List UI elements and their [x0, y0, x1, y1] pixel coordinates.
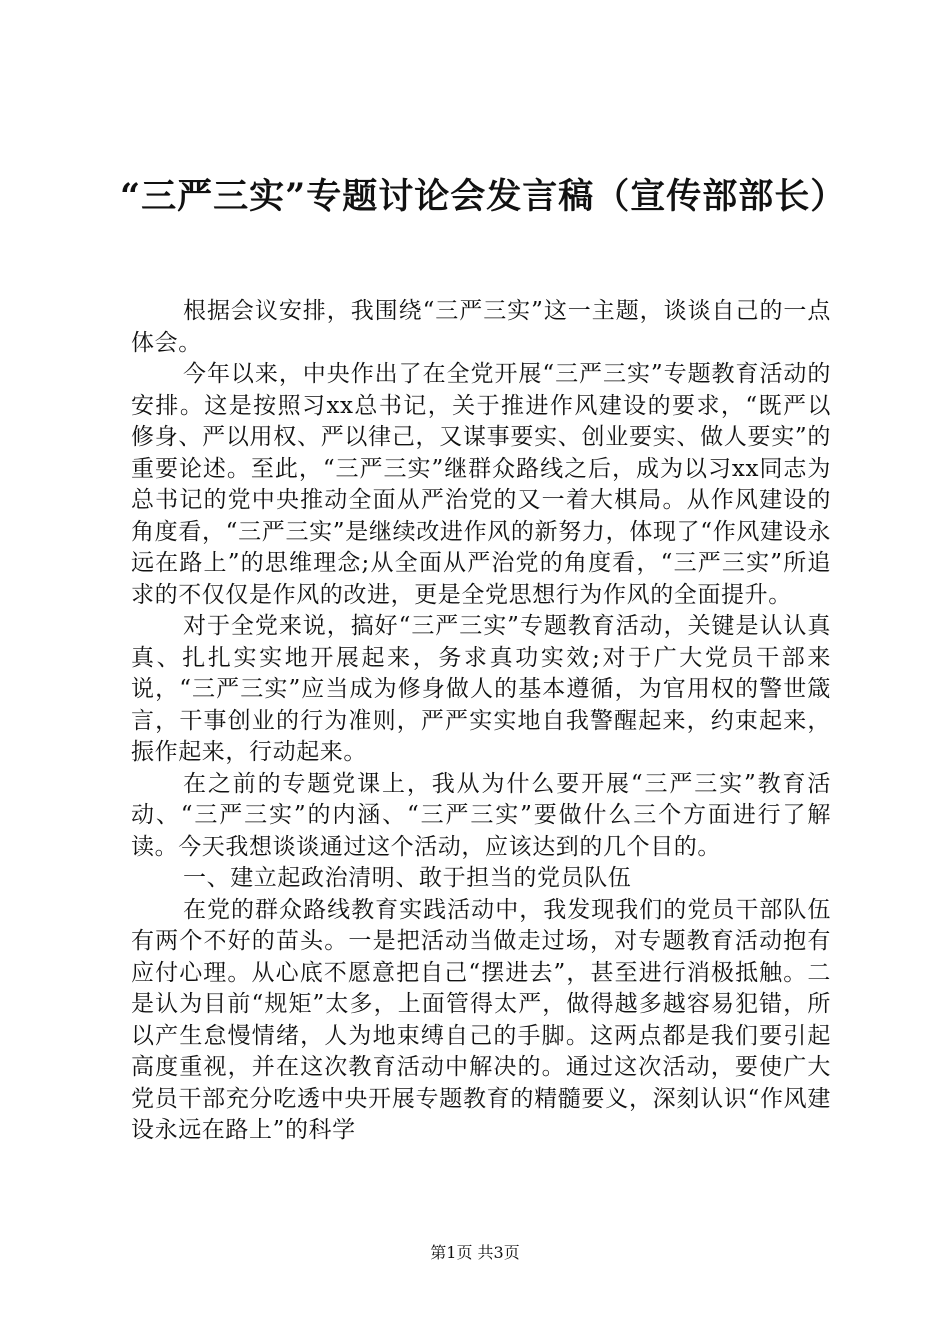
- document-body: [131, 296, 831, 1147]
- paragraph-background: 今年以来，中央作出了在全党开展“三严三实”专题教育活动的安排。这是按照习xx总书记，关于推进作风建设的要求，“既严以修身、严以用权、严以律己，又谋事要实、创业要实、做人要实”的重要论述。至此，“三严三实”继群众路线之后，成为以习xx同志为总书记的党中央推动全面从严治党的又一着大棋局。从作风建设的角度看，“三严三实”是继续改进作风的新努力，体现了“作风建设永远在路上”的思维理念;从全面从严治党的角度看，“三严三实”所追求的不仅仅是作风的改进，更是全党思想行为作风的全面提升。: [131, 361, 831, 608]
- paragraph-purpose: 在之前的专题党课上，我从为什么要开展“三严三实”教育活动、“三严三实”的内涵、“三严三实”要做什么三个方面进行了解读。今天我想谈谈通过这个活动，应该达到的几个目的。: [131, 770, 831, 860]
- paragraph-significance: 对于全党来说，搞好“三严三实”专题教育活动，关键是认认真真、扎扎实实地开展起来，务求真功实效;对于广大党员干部来说，“三严三实”应当成为修身做人的基本遵循，为官用权的警世箴言，干事创业的行为准则，严严实实地自我警醒起来，约束起来，振作起来，行动起来。: [131, 613, 831, 765]
- paragraph-section-1: 在党的群众路线教育实践活动中，我发现我们的党员干部队伍有两个不好的苗头。一是把活动当做走过场，对专题教育活动抱有应付心理。从心底不愿意把自己“摆进去”，甚至进行消极抵触。二是认为目前“规矩”太多，上面管得太严，做得越多越容易犯错，所以产生怠慢情绪，人为地束缚自己的手脚。这两点都是我们要引起高度重视，并在这次教育活动中解决的。通过这次活动，要使广大党员干部充分吃透中央开展专题教育的精髓要义，深刻认识“作风建设永远在路上”的科学: [131, 896, 831, 1143]
- paragraph-intro: 根据会议安排，我围绕“三严三实”这一主题，谈谈自己的一点体会。: [131, 298, 831, 356]
- section-heading-1: 一、建立起政治清明、敢于担当的党员队伍: [183, 865, 632, 891]
- document-title: “三严三实”专题讨论会发言稿（宣传部部长）: [120, 176, 847, 217]
- page-footer: 第1页 共3页: [430, 1243, 520, 1262]
